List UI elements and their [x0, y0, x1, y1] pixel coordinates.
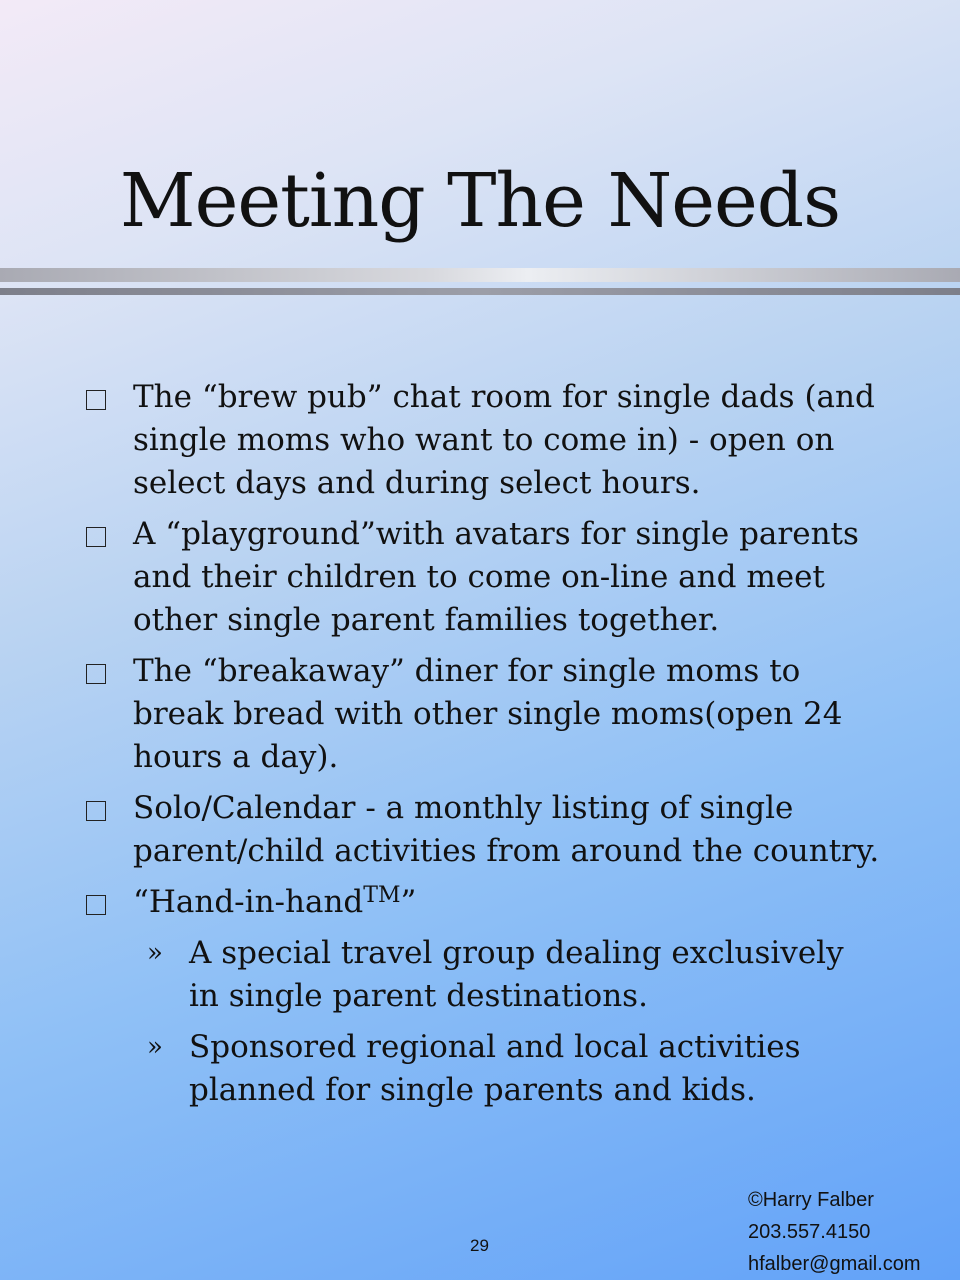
sub-bullet-text: Sponsored regional and local activities planned for single parents and kids.: [189, 1029, 801, 1108]
trademark-mark: TM: [363, 883, 401, 908]
bullet-breakaway-diner: [0, 650, 893, 779]
bullet-text: Solo/Calendar - a monthly listing of single parent/child activities from around the country.: [133, 790, 880, 869]
title-divider-light: [0, 268, 960, 282]
square-bullet-icon: [86, 390, 106, 410]
bullet-hand-in-hand: [0, 881, 893, 1112]
chevron-bullet-icon: »: [147, 1032, 163, 1062]
slide-title: Meeting The Needs: [119, 158, 841, 244]
sub-bullet-text: A special travel group dealing exclusively in single parent destinations.: [189, 935, 844, 1014]
hand-in-hand-close-quote: ”: [400, 884, 417, 920]
hand-in-hand-open-quote: “: [133, 884, 149, 920]
bullet-text: A “playground”with avatars for single parents and their children to come on-line and meet other single parent families together.: [133, 516, 859, 638]
hand-in-hand-name: Hand-in-hand: [148, 884, 364, 920]
page-number: 29: [470, 1236, 489, 1255]
contact-block: [748, 1184, 921, 1280]
bullet-list: [0, 376, 960, 1120]
bullet-text: The “breakaway” diner for single moms to break bread with other single moms(open 24 hours a day).: [133, 653, 843, 775]
title-divider-dark: [0, 288, 960, 295]
phone-number: 203.557.4150: [748, 1221, 871, 1243]
square-bullet-icon: [86, 664, 106, 684]
square-bullet-icon: [86, 895, 106, 915]
sub-bullet-list: [133, 932, 893, 1112]
bullet-brew-pub: [0, 376, 893, 505]
copyright-text: ©Harry Falber: [748, 1189, 874, 1211]
square-bullet-icon: [86, 801, 106, 821]
email-address: hfalber@gmail.com: [748, 1253, 921, 1275]
sub-bullet-travel-group: [133, 932, 879, 1018]
chevron-bullet-icon: »: [147, 938, 163, 968]
bullet-text: The “brew pub” chat room for single dads (and single moms who want to come in) - open on select days and during select hours.: [133, 379, 875, 501]
bullet-solo-calendar: [0, 787, 893, 873]
bullet-playground: [0, 513, 893, 642]
sub-bullet-sponsored-activities: [133, 1026, 879, 1112]
square-bullet-icon: [86, 527, 106, 547]
